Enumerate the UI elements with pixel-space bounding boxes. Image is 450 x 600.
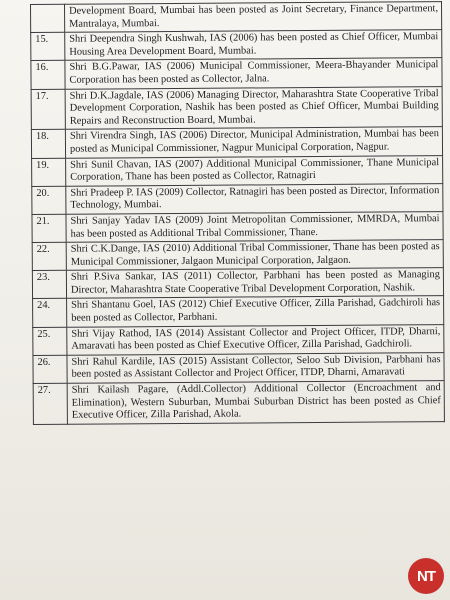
table-row [33,324,444,355]
row-number: 25. [33,327,67,355]
table-row [31,127,442,158]
row-text: Shri Vijay Rathod, IAS (2014) Assistant Collector and Project Officer, ITDP, Dharni, Amaravati has been posted as Chief Executive Officer, Zilla Parishad, Gadchiroli. [67,324,444,355]
table-row [33,381,444,425]
row-text: Development Board, Mumbai has been posted as Joint Secretary, Finance Department, Mantralaya, Mumbai. [65,2,442,33]
row-text: Shri B.G.Pawar, IAS (2006) Municipal Commissioner, Meera-Bhayander Municipal Corporation has been posted as Collector, Jalna. [65,58,442,89]
row-text: Shri Pradeep P. IAS (2009) Collector, Ratnagiri has been posted as Director, Information Technology, Mumbai. [66,183,443,214]
table-row [32,183,443,214]
row-text: Shri Sunil Chavan, IAS (2007) Additional Municipal Commissioner, Thane Municipal Corporation, Thane has been posted as Collector, Ratnagiri [66,155,443,186]
table-row [31,86,442,130]
watermark-text: NT [417,567,435,585]
row-text: Shri Kailash Pagare, (Addl.Collector) Additional Collector (Encroachment and Elimination), Western Suburban, Mumbai Suburban District has been posted as Chief Executive Officer, Zilla Parishad, Akola. [67,381,444,424]
row-text: Shri Deependra Singh Kushwah, IAS (2006) has been posted as Chief Officer, Mumbai Housing Area Development Board, Mumbai. [65,30,442,61]
row-number: 18. [31,130,65,158]
row-text: Shri P.Siva Sankar, IAS (2011) Collector, Parbhani has been posted as Managing Director, Maharashtra State Cooperative Tribal Development Corporation, Nashik. [66,268,443,299]
row-number: 22. [32,242,66,270]
row-number: 23. [32,271,66,299]
row-number: 15. [31,32,65,60]
row-text: Shri C.K.Dange, IAS (2010) Additional Tribal Commissioner, Thane has been posted as Municipal Commissioner, Jalgaon Municipal Corporation, Jalgaon. [66,240,443,271]
row-number: 21. [32,214,66,242]
table-row [31,30,442,61]
row-number: 20. [32,186,66,214]
row-number: 26. [33,355,67,383]
row-number: 19. [32,158,66,186]
row-number: 16. [31,61,65,89]
row-number: 17. [31,89,65,130]
table-row [33,352,444,383]
table-row [32,240,443,271]
table-row [32,155,443,186]
watermark-logo-icon [408,558,444,594]
table-row [32,212,443,243]
row-number: 27. [33,383,67,424]
row-text: Shri Rahul Kardile, IAS (2015) Assistant Collector, Seloo Sub Division, Parbhani has been posted as Assistant Collector and Project Officer, ITDP, Dharni, Amaravati [67,352,444,383]
postings-table [30,1,445,425]
table-row [31,2,442,33]
table-row [33,296,444,327]
row-text: Shri Shantanu Goel, IAS (2012) Chief Executive Officer, Zilla Parishad, Gadchiroli has been posted as Collector, Parbhani. [67,296,444,327]
row-number: 24. [33,299,67,327]
table-row [32,268,443,299]
row-number [31,4,65,32]
row-text: Shri D.K.Jagdale, IAS (2006) Managing Director, Maharashtra State Cooperative Tribal Development Corporation, Nashik has been posted as Chief Officer, Mumbai Building Repairs and Reconstruction Board, Mumbai. [65,86,442,129]
row-text: Shri Sanjay Yadav IAS (2009) Joint Metropolitan Commissioner, MMRDA, Mumbai has been posted as Additional Tribal Commissioner, Thane. [66,212,443,243]
row-text: Shri Virendra Singh, IAS (2006) Director, Municipal Administration, Mumbai has been posted as Municipal Commissioner, Nagpur Municipal Corporation, Nagpur. [65,127,442,158]
table-row [31,58,442,89]
